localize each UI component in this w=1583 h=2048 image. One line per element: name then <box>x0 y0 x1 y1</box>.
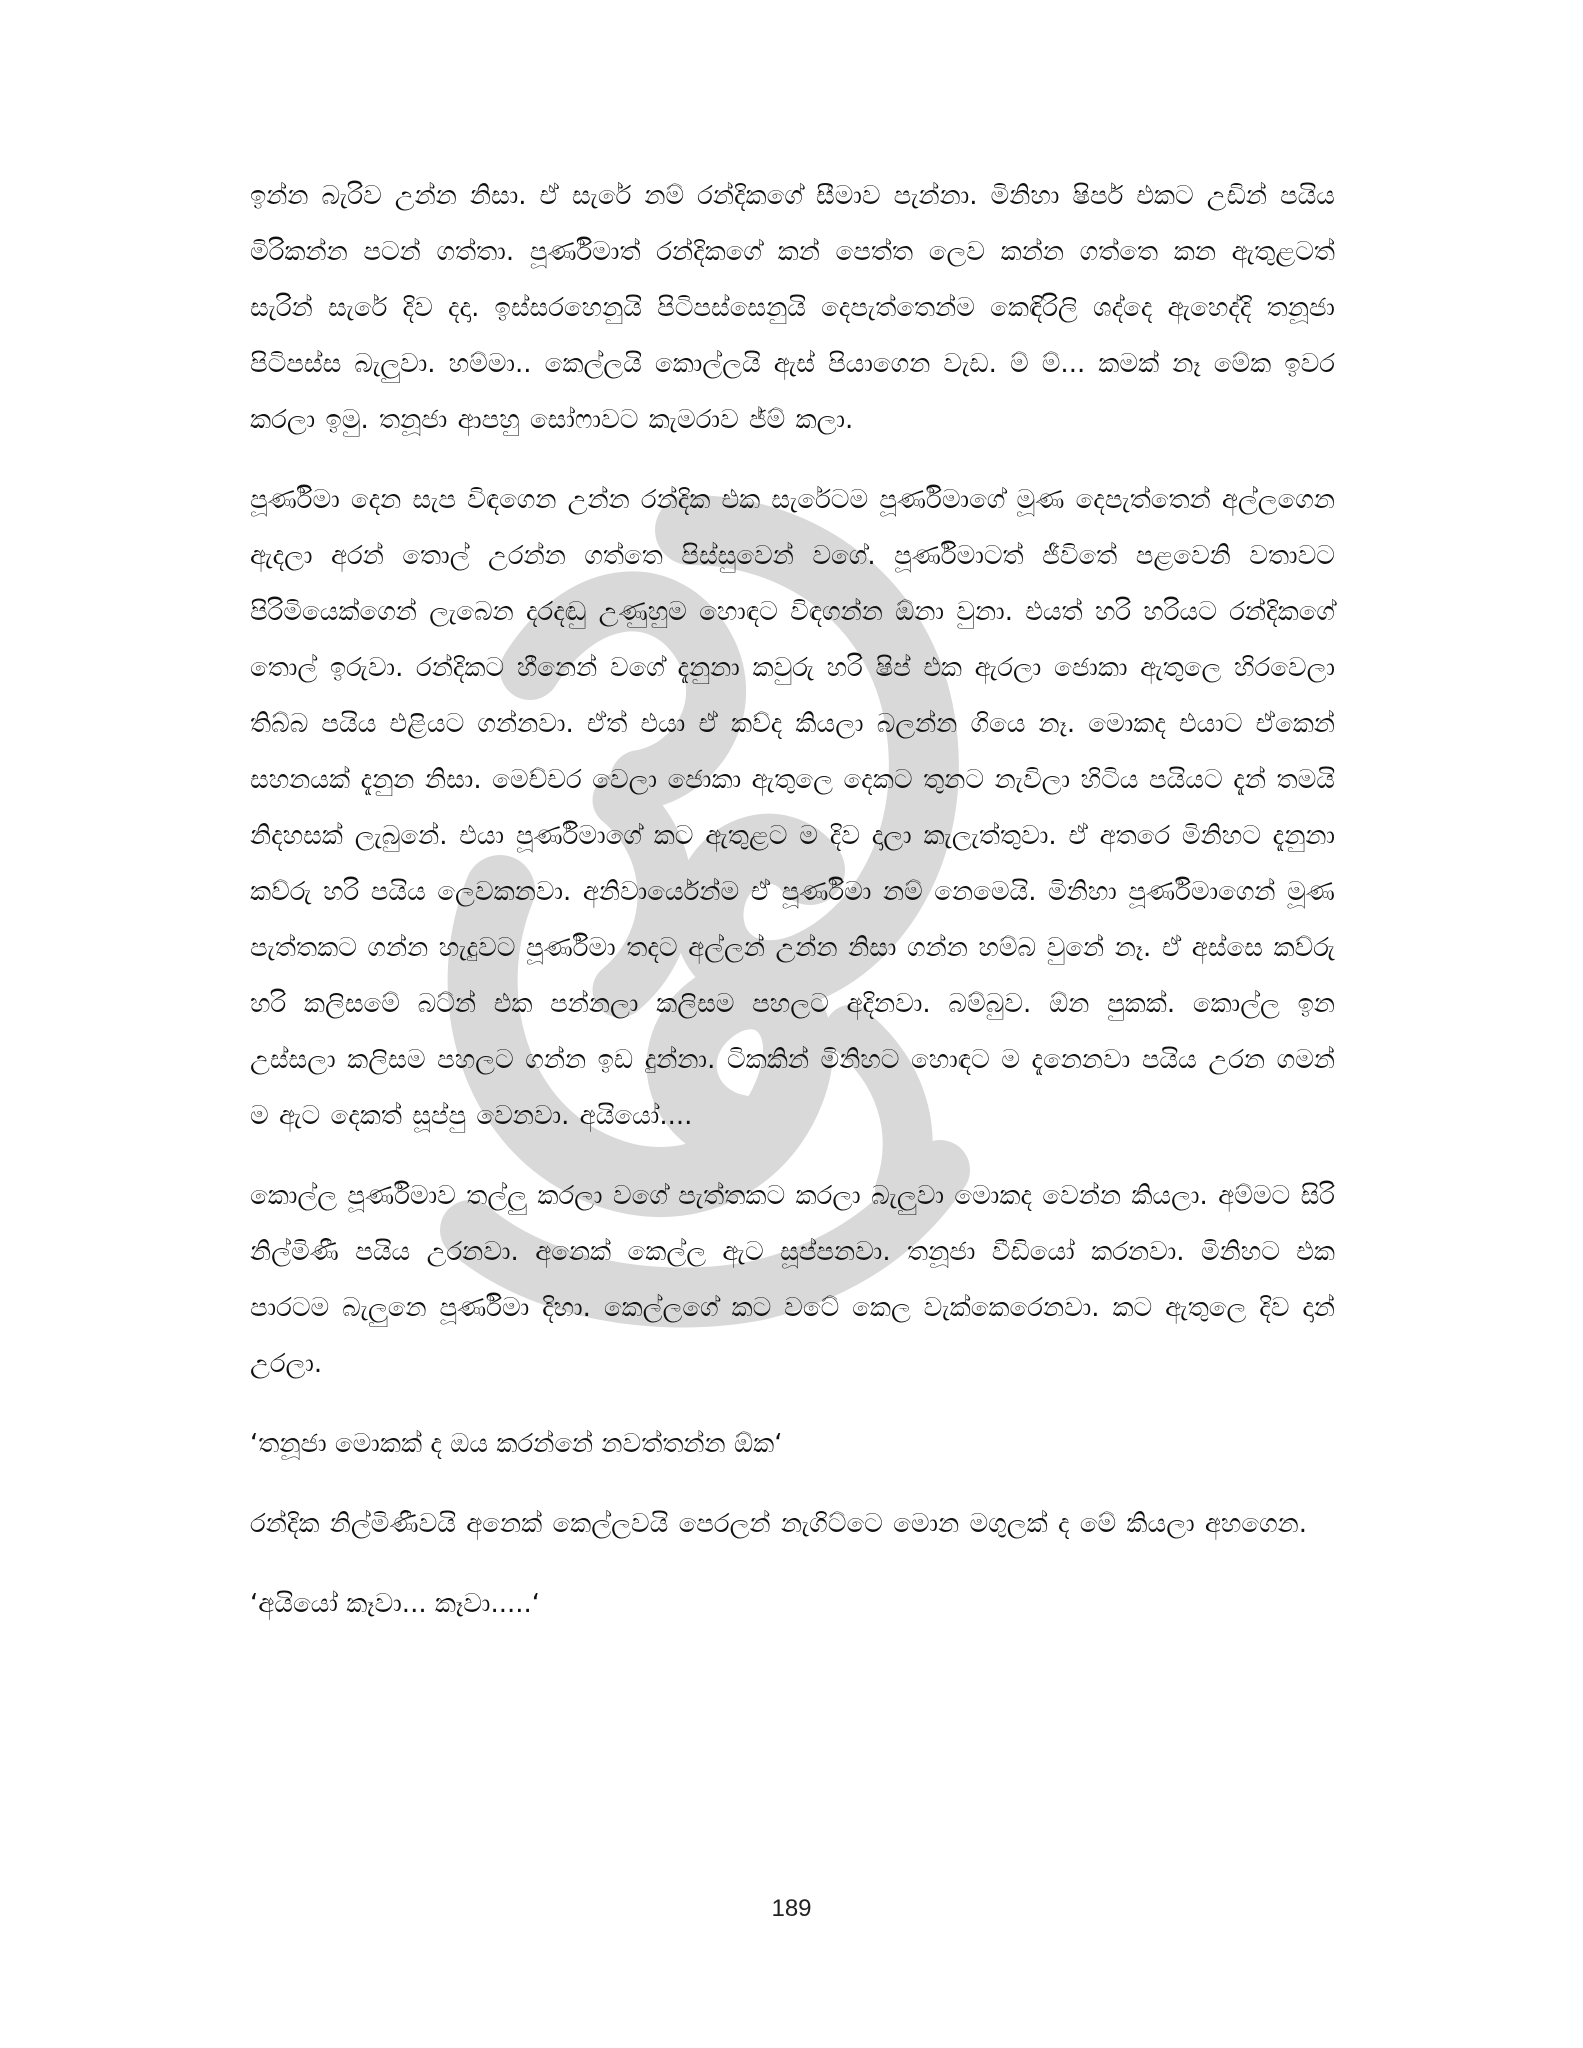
paragraph-4: රන්දික නිල්මිණීවයි අනෙක් කෙල්ලවයි පෙරලන් නැගිට්ටෙ මොන මගුලක් ද මේ කියලා අහගෙන. <box>250 1509 1308 1539</box>
paragraph-1: ඉන්න බැරිව උන්න නිසා. ඒ සැරේ නම් රන්දිකගේ සීමාව පැන්නා. මිනිහා ෂිපර් එකට උඩින් පයිය මිරිකන්න පටන් ගත්තා. පූර්ණිමාත් රන්දිකගේ කන් පෙත්ත ලෙව කන්න ගත්තෙ කන ඇතුළටත් සැරින් සැරේ දිව දදා. ඉස්සරහෙනුයි පිටිපස්සෙනුයි දෙපැත්තෙන්ම කෙඳිරිලි ශද්දෙ ඇහෙද්දි තනූජා පිටිපස්ස බැලුවා. හම්මා.. කෙල්ලයි කොල්ලයි ඇස් පියාගෙන වැඩ. ම් ම්... කමක් නෑ මේක ඉවර කරලා ඉමු. තනූජා ආපහු සෝෆාවට කැමරාව ජ්ම් කලා. <box>250 181 1335 435</box>
dialogue-line-2: ‘අයියෝ කෑවා... කෑවා.....‘ <box>250 1589 541 1619</box>
dialogue-line-1: ‘තනූජා මොකක් ද ඔය කරන්නේ නවත්තන්න ඕක‘ <box>250 1429 783 1459</box>
page-number: 189 <box>771 1895 812 1922</box>
body-text <box>250 168 1335 1656</box>
paragraph-2: පූර්ණිමා දෙන සැප විඳගෙන උන්න රන්දික එක සැරේටම පූර්ණිමාගේ මූණ දෙපැත්තෙන් අල්ලගෙන ඇදලා අරන් තොල් උරන්න ගත්තෙ පිස්සුවෙන් වගේ. පූර්ණිමාටත් ජීවිතේ පළවෙනි වතාවට පිරිමියෙක්ගෙන් ලැබෙන දරදඬු උණුහුම හොඳට විඳගන්න ඕනා වුනා. එයත් හරි හරියට රන්දිකගේ තොල් ඉරුවා. රන්දිකට හීනෙන් වගේ දැනුනා කවුරු හරි ෂිප් එක ඇරලා ජොකා ඇතුලෙ හිරවෙලා තිබ්බ පයිය එළියට ගන්නවා. ඒත් එයා ඒ කව්ද කියලා බලන්න ගියෙ නෑ. මොකද එයාට ඒකෙන් සහනයක් දැනුන නිසා. මෙච්චර වෙලා ජොකා ඇතුලෙ දෙකට තුනට නැවිලා හිටිය පයියට දැන් තමයි නිදහසක් ලැබුනේ. එයා පූර්ණිමාගේ කට ඇතුළට ම දිව දාලා කැලැත්තුවා. ඒ අතරෙ මිනිහට දැනුනා කව්රු හරි පයිය ලෙවකනවා. අනිවාර්යෙන්ම ඒ පූර්ණිමා නම් නෙමෙයි. මිනිහා පූර්ණිමාගෙන් මූණ පැත්තකට ගන්න හැදුවට පූර්ණිමා තදට අල්ලන් උන්න නිසා ගන්න හම්බ වුනේ නෑ. ඒ අස්සෙ කව්රු හරි කලිසමේ බට්න් එක පන්නලා කලිසම පහලට අදිනවා. බම්බුව. ඕන පුකක්. කොල්ල ඉන උස්සලා කලිසම පහලට ගන්න ඉඩ දුන්නා. ටිකකින් මිනිහට හොඳට ම දැනෙනවා පයිය උරන ගමන් ම ඇට දෙකත් සූප්පු වෙනවා. අයියෝ.... <box>250 485 1335 1131</box>
paragraph-3: කොල්ල පූර්ණිමාව තල්ලු කරලා වගේ පැත්තකට කරලා බැලුවා මොකද වෙන්න කියලා. අම්මට සිරි නිල්මිණී පයිය උරනවා. අනෙක් කෙල්ල ඇට සූප්පනවා. තනූජා වීඩියෝ කරනවා. මිනිහට එක පාරටම බැලුනෙ පූර්ණිමා දිහා. කෙල්ලගේ කට වටේ කෙල වැක්කෙරෙනවා. කට ඇතුලෙ දිව දාන් උරලා. <box>250 1181 1335 1379</box>
